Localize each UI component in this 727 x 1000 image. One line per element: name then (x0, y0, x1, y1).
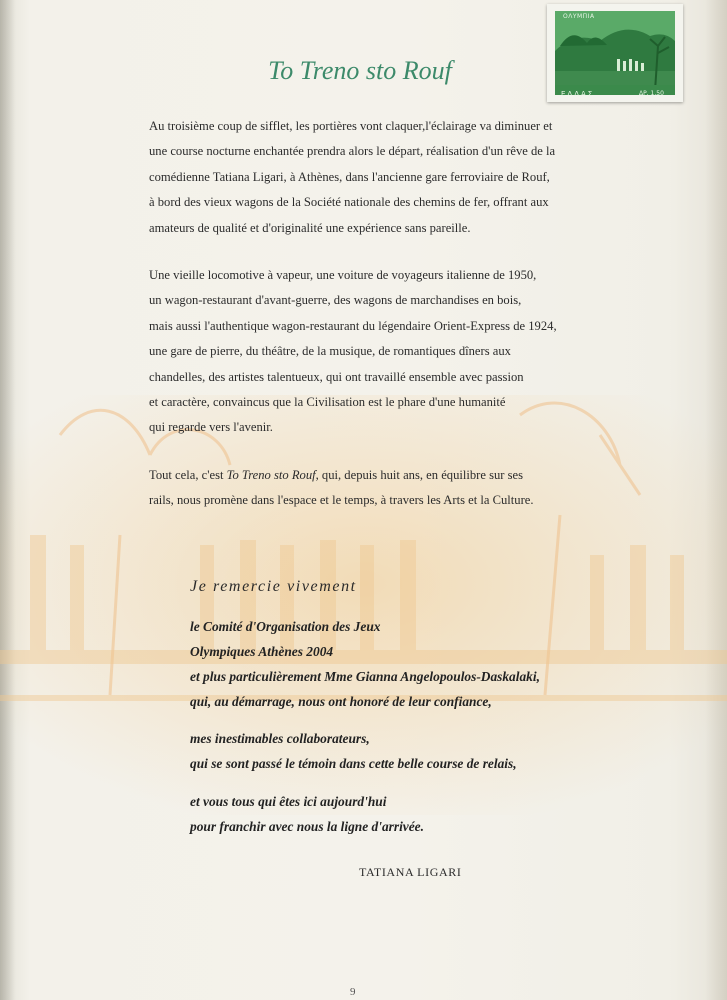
thanks-collaborators: mes inestimables collaborateurs, qui se sont passé le témoin dans cette belle course de relais, (190, 731, 517, 771)
postage-stamp (547, 4, 683, 102)
thanks-audience: et vous tous qui êtes ici aujourd'hui pour franchir avec nous la ligne d'arrivée. (190, 794, 424, 834)
signature: TATIANA LIGARI (359, 865, 462, 879)
closing-paragraph (149, 463, 579, 514)
stamp-illustration (555, 11, 675, 95)
description-paragraph: Une vieille locomotive à vapeur, une voiture de voyageurs italienne de 1950, un wagon-restaurant d'avant-guerre, des wagons de marchandises en bois, mais aussi l'authentique wagon-restaurant du légendaire Orient-Express de 1924, une gare de pierre, du théâtre, de la musique, de romantiques dîners aux chandelles, des artistes talentueux, qui ont travaillé ensemble avec passion et caractère, convaincus que la Civilisation est le phare d'une humanité qui regarde vers l'avenir. (149, 268, 557, 435)
stamp-value: ΔΡ. 1.50 (639, 90, 664, 97)
page-number: 9 (350, 986, 356, 998)
page-title: To Treno sto Rouf (268, 56, 452, 85)
closing-prefix: Tout cela, c'est (149, 468, 227, 482)
stamp-caption: ΟΛΥΜΠΙΑ (563, 13, 595, 20)
closing-suffix: , qui, depuis huit ans, en équilibre sur ses rails, nous promène dans l'espace et le temps, à travers les Arts et la Culture. (149, 468, 534, 508)
thanks-committee: le Comité d'Organisation des Jeux Olympiques Athènes 2004 et plus particulièrement Mme Gianna Angelopoulos-Daskalaki, qui, au démarrage, nous ont honoré de leur confiance, (190, 619, 540, 709)
olympia-landscape-icon (555, 11, 675, 95)
closing-title-italic: To Treno sto Rouf (226, 468, 316, 482)
stamp-country: ΕΛΛΑΣ (561, 90, 595, 98)
thanks-heading: Je remercie vivement (190, 578, 357, 595)
intro-paragraph: Au troisième coup de sifflet, les portières vont claquer,l'éclairage va diminuer et une course nocturne enchantée prendra alors le départ, réalisation d'un rêve de la comédienne Tatiana Ligari, à Athènes, dans l'ancienne gare ferroviaire de Rouf, à bord des vieux wagons de la Société nationale des chemins de fer, offrant aux amateurs de qualité et d'originalité une expérience sans pareille. (149, 119, 556, 235)
